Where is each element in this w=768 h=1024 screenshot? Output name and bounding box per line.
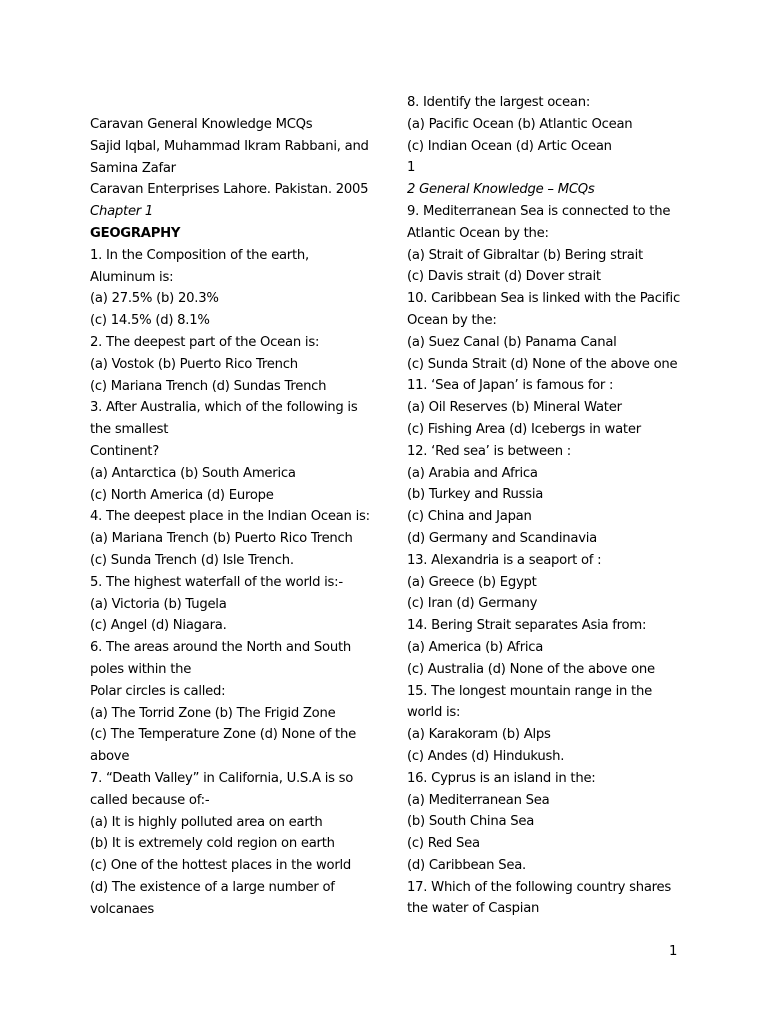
answer-options: (c) Mariana Trench (d) Sundas Trench bbox=[90, 378, 327, 394]
answer-options: (a) Greece (b) Egypt bbox=[407, 574, 537, 590]
answer-options: (b) Turkey and Russia bbox=[407, 487, 544, 503]
answer-options: (c) Andes (d) Hindukush. bbox=[407, 748, 565, 764]
question-line: 10. Caribbean Sea is linked with the Pacific bbox=[407, 291, 680, 307]
answer-options: (d) Caribbean Sea. bbox=[407, 857, 526, 873]
question-line: Ocean by the: bbox=[407, 312, 497, 328]
answer-options: volcanaes bbox=[90, 901, 155, 917]
answer-options: (c) Fishing Area (d) Icebergs in water bbox=[407, 421, 641, 437]
answer-options: (c) Davis strait (d) Dover strait bbox=[407, 269, 601, 285]
question-line: Continent? bbox=[90, 443, 159, 459]
answer-options: (c) 14.5% (d) 8.1% bbox=[90, 313, 210, 329]
answer-options: (a) Victoria (b) Tugela bbox=[90, 596, 227, 612]
answer-options: (c) China and Japan bbox=[407, 509, 532, 525]
answer-options: (b) South China Sea bbox=[407, 814, 535, 830]
chapter-heading: Chapter 1 bbox=[90, 204, 154, 220]
question-line: Polar circles is called: bbox=[90, 683, 226, 699]
answer-options: (c) The Temperature Zone (d) None of the bbox=[90, 727, 356, 743]
publisher-line: Caravan Enterprises Lahore. Pakistan. 2005 bbox=[90, 182, 369, 198]
answer-options: (c) Red Sea bbox=[407, 836, 480, 852]
question-line: 4. The deepest place in the Indian Ocean is: bbox=[90, 509, 370, 525]
answer-options: (c) Indian Ocean (d) Artic Ocean bbox=[407, 138, 612, 154]
answer-options: (a) The Torrid Zone (b) The Frigid Zone bbox=[90, 705, 336, 721]
question-line: 7. “Death Valley” in California, U.S.A is so bbox=[90, 770, 354, 786]
question-line: 11. ‘Sea of Japan’ is famous for : bbox=[407, 378, 614, 394]
question-line: 12. ‘Red sea’ is between : bbox=[407, 443, 571, 459]
authors-line: Sajid Iqbal, Muhammad Ikram Rabbani, and bbox=[90, 138, 369, 154]
answer-options: (c) Sunda Trench (d) Isle Trench. bbox=[90, 552, 294, 568]
question-line: 1. In the Composition of the earth, bbox=[90, 247, 309, 263]
right-text-column bbox=[407, 92, 707, 920]
question-line: 14. Bering Strait separates Asia from: bbox=[407, 618, 647, 634]
answer-options: (d) The existence of a large number of bbox=[90, 879, 335, 895]
answer-options: (c) Angel (d) Niagara. bbox=[90, 618, 227, 634]
question-line: Aluminum is: bbox=[90, 269, 174, 285]
answer-options: (a) Arabia and Africa bbox=[407, 465, 538, 481]
answer-options: (c) Australia (d) None of the above one bbox=[407, 661, 655, 677]
question-line: called because of:- bbox=[90, 792, 210, 808]
question-line: 5. The highest waterfall of the world is:- bbox=[90, 574, 343, 590]
answer-options: (a) Suez Canal (b) Panama Canal bbox=[407, 334, 617, 350]
answer-options: (c) Iran (d) Germany bbox=[407, 596, 538, 612]
question-line: 15. The longest mountain range in the bbox=[407, 683, 652, 699]
question-line: the water of Caspian bbox=[407, 901, 540, 917]
answer-options: (a) Vostok (b) Puerto Rico Trench bbox=[90, 356, 298, 372]
question-line: poles within the bbox=[90, 661, 192, 677]
answer-options: (a) America (b) Africa bbox=[407, 639, 544, 655]
running-header: 2 General Knowledge – MCQs bbox=[407, 182, 595, 198]
answer-options: (a) Mediterranean Sea bbox=[407, 792, 550, 808]
question-line: the smallest bbox=[90, 422, 169, 438]
question-line: 17. Which of the following country shares bbox=[407, 879, 672, 895]
answer-options: (a) 27.5% (b) 20.3% bbox=[90, 291, 219, 307]
answer-options: (c) Sunda Strait (d) None of the above one bbox=[407, 356, 678, 372]
question-line: 3. After Australia, which of the following is bbox=[90, 400, 358, 416]
left-text-column bbox=[90, 114, 380, 920]
answer-options: (c) One of the hottest places in the world bbox=[90, 858, 352, 874]
answer-options: (a) Karakoram (b) Alps bbox=[407, 727, 551, 743]
answer-options: (a) Antarctica (b) South America bbox=[90, 465, 296, 481]
answer-options: (a) Mariana Trench (b) Puerto Rico Trench bbox=[90, 531, 353, 547]
answer-options: (b) It is extremely cold region on earth bbox=[90, 836, 335, 852]
inline-page-number: 1 bbox=[407, 160, 416, 176]
book-title: Caravan General Knowledge MCQs bbox=[90, 117, 313, 132]
question-line: 16. Cyprus is an island in the: bbox=[407, 770, 596, 786]
authors-line: Samina Zafar bbox=[90, 160, 176, 176]
answer-options: (a) Strait of Gibraltar (b) Bering strait bbox=[407, 247, 643, 263]
answer-options: (a) It is highly polluted area on earth bbox=[90, 814, 323, 830]
answer-options: (a) Oil Reserves (b) Mineral Water bbox=[407, 400, 622, 416]
question-line: Atlantic Ocean by the: bbox=[407, 225, 549, 241]
question-line: 9. Mediterranean Sea is connected to the bbox=[407, 203, 671, 219]
question-line: 8. Identify the largest ocean: bbox=[407, 95, 591, 110]
answer-options: (c) North America (d) Europe bbox=[90, 487, 274, 503]
question-line: 13. Alexandria is a seaport of : bbox=[407, 552, 602, 568]
section-heading: GEOGRAPHY bbox=[90, 225, 181, 241]
answer-options: above bbox=[90, 749, 130, 765]
answer-options: (d) Germany and Scandinavia bbox=[407, 530, 597, 546]
question-line: 6. The areas around the North and South bbox=[90, 640, 352, 656]
question-line: world is: bbox=[407, 705, 461, 721]
page-number: 1 bbox=[669, 944, 678, 959]
question-line: 2. The deepest part of the Ocean is: bbox=[90, 334, 320, 350]
answer-options: (a) Pacific Ocean (b) Atlantic Ocean bbox=[407, 116, 633, 132]
